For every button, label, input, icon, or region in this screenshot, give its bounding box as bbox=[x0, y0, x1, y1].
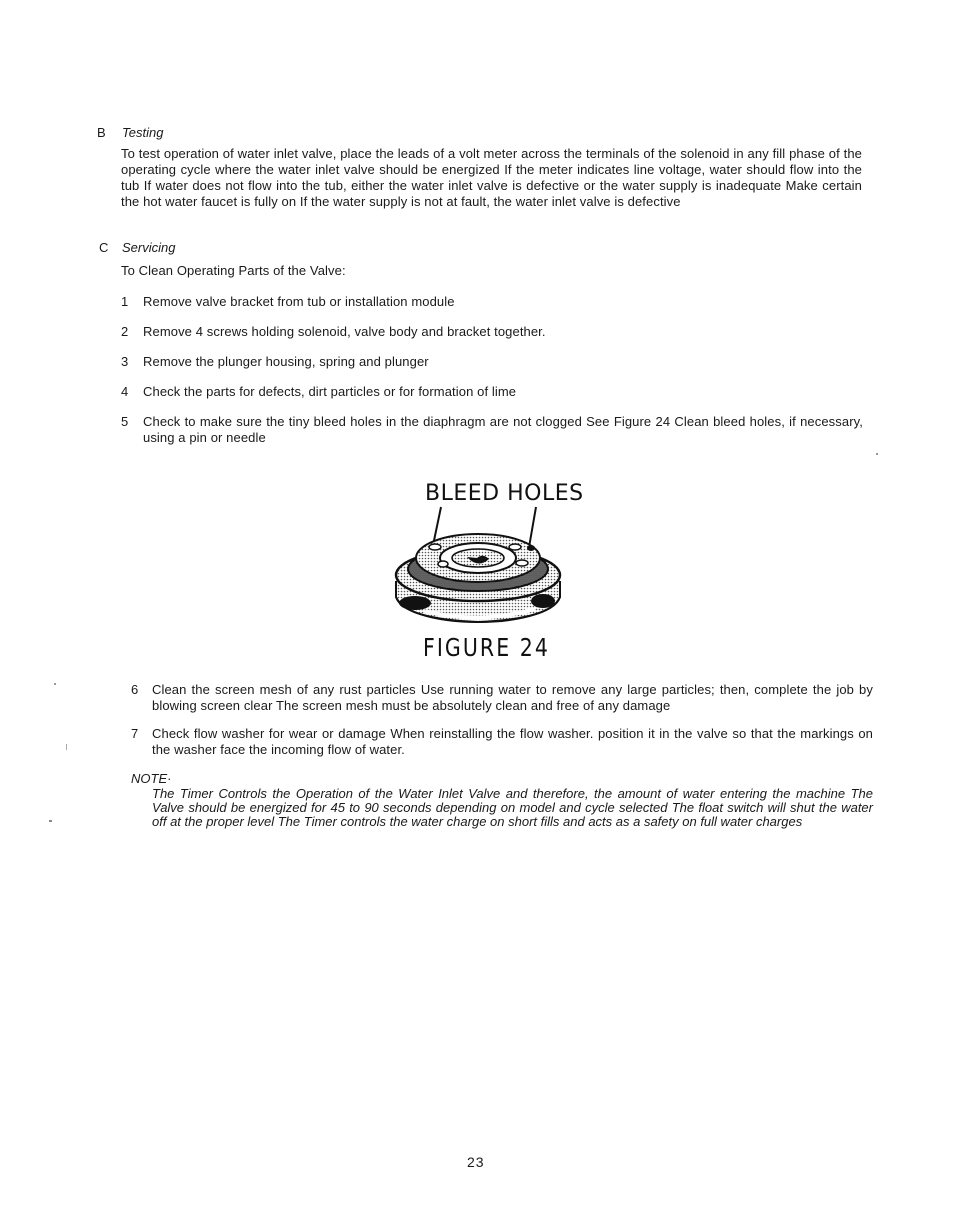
step-text: Check the parts for defects, dirt particles or for formation of lime bbox=[143, 384, 517, 399]
step-text: Remove 4 screws holding solenoid, valve body and bracket together. bbox=[143, 324, 546, 339]
step-number: 3 bbox=[121, 354, 129, 369]
step-number: 6 bbox=[131, 682, 139, 697]
page-number: 23 bbox=[467, 1154, 485, 1170]
scan-speck bbox=[54, 683, 56, 685]
section-b-body: To test operation of water inlet valve, place the leads of a volt meter across the terminals of the solenoid in any fill phase of the operating cycle where the water inlet valve should be energized If the meter indicates line voltage, water should flow into the tub If water does not flow into the tub, either the water inlet valve is defective or the water supply is inadequate Make certain the hot water faucet is fully on If the water supply is not at fault, the water inlet valve is defective bbox=[121, 146, 862, 209]
section-c-intro: To Clean Operating Parts of the Valve: bbox=[121, 263, 346, 278]
scan-speck bbox=[66, 744, 67, 750]
note-heading: NOTE· bbox=[131, 771, 172, 786]
section-b-letter: B bbox=[97, 125, 106, 140]
step-number: 2 bbox=[121, 324, 129, 339]
figure-caption: FIGURE 24 bbox=[423, 633, 550, 662]
diaphragm-illustration bbox=[385, 503, 565, 633]
step-text: Remove the plunger housing, spring and plunger bbox=[143, 354, 429, 369]
step-text: Remove valve bracket from tub or installation module bbox=[143, 294, 455, 309]
note-body: The Timer Controls the Operation of the Water Inlet Valve and therefore, the amount of water entering the machine The Valve should be energized for 45 to 90 seconds depending on model and cycle selected The float switch will shut the water off at the proper level The Timer controls the water charge on short fills and acts as a safety on full water charges bbox=[152, 786, 873, 829]
section-c-title: Servicing bbox=[122, 240, 176, 255]
step-text: Clean the screen mesh of any rust particles Use running water to remove any large particles; then, complete the job by blowing screen clear The screen mesh must be absolutely clean and free of any damage bbox=[152, 682, 873, 713]
step-number: 4 bbox=[121, 384, 129, 399]
figure-label-bleed-holes: BLEED HOLES bbox=[425, 481, 584, 506]
step-text: Check to make sure the tiny bleed holes in the diaphragm are not clogged See Figure 24 Clean bleed holes, if necessary, using a pin or needle bbox=[143, 414, 863, 445]
step-number: 7 bbox=[131, 726, 139, 741]
section-c-letter: C bbox=[99, 240, 109, 255]
scan-speck bbox=[876, 453, 878, 455]
scan-speck bbox=[49, 820, 52, 822]
step-number: 1 bbox=[121, 294, 129, 309]
section-b-title: Testing bbox=[122, 125, 164, 140]
step-number: 5 bbox=[121, 414, 129, 429]
step-text: Check flow washer for wear or damage When reinstalling the flow washer. position it in the valve so that the markings on the washer face the incoming flow of water. bbox=[152, 726, 873, 757]
